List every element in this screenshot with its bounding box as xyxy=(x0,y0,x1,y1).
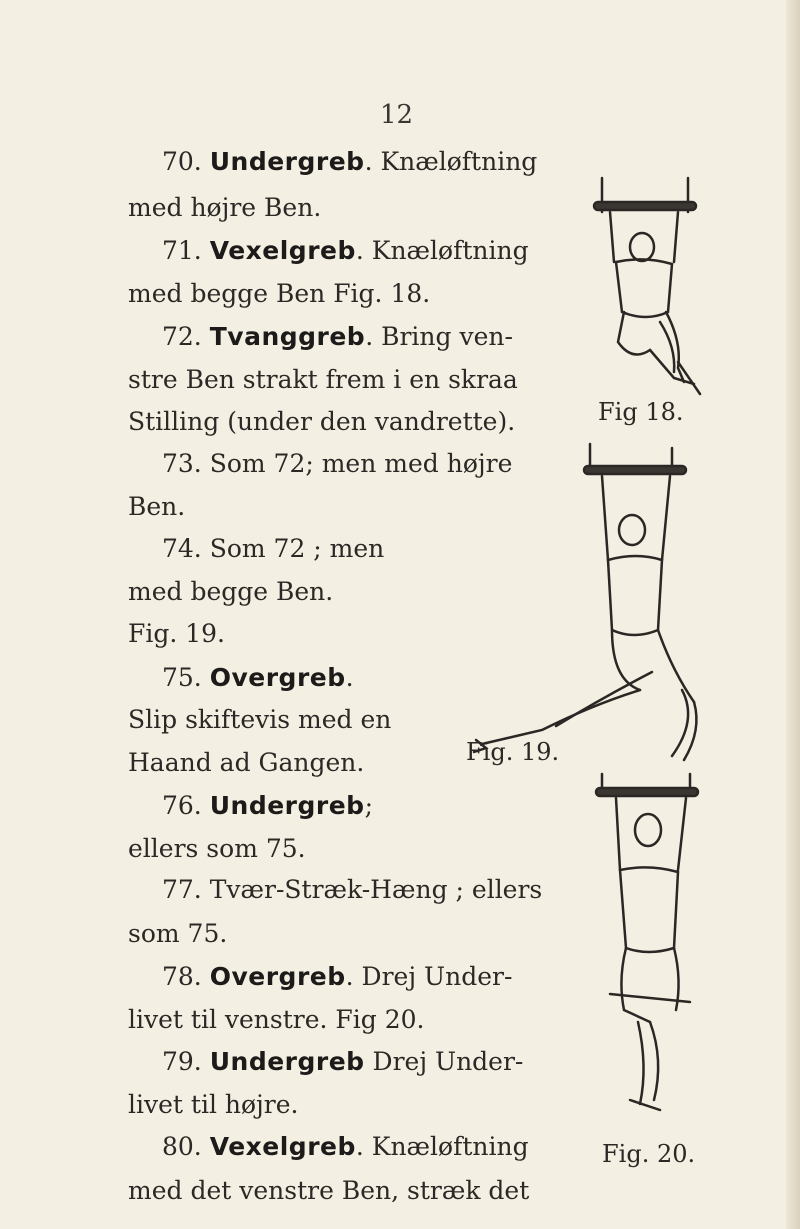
exercise-title: Undergreb xyxy=(209,791,365,820)
exercise-title: Overgreb xyxy=(209,663,346,692)
text-line xyxy=(162,447,512,481)
text-line xyxy=(162,960,512,994)
text-line xyxy=(162,789,373,823)
text-line xyxy=(162,1045,523,1079)
figure-18-label: Fig 18. xyxy=(598,398,684,426)
line-text: . Knæløftning xyxy=(355,236,529,265)
line-text: 73. Som 72; men med højre xyxy=(162,449,513,478)
text-line xyxy=(128,1174,529,1208)
text-line xyxy=(128,917,227,951)
line-text: Stilling (under den vandrette). xyxy=(128,407,516,436)
line-text: 74. Som 72 ; men xyxy=(162,534,385,563)
figure-19-label: Fig. 19. xyxy=(466,738,560,766)
figure-19-illustration xyxy=(462,440,727,780)
figure-20 xyxy=(590,770,710,1120)
line-text: 72. xyxy=(162,322,210,351)
text-line xyxy=(162,661,354,695)
text-line xyxy=(162,145,537,179)
text-line xyxy=(162,532,384,566)
exercise-title: Overgreb xyxy=(209,962,346,991)
exercise-title: Vexelgreb xyxy=(209,1132,356,1161)
line-text: . Knæløftning xyxy=(355,1132,529,1161)
text-line xyxy=(128,363,518,397)
line-text: Haand ad Gangen. xyxy=(128,748,365,777)
exercise-title: Tvanggreb xyxy=(209,322,366,351)
exercise-title: Undergreb xyxy=(209,1047,365,1076)
line-text: . xyxy=(345,663,354,692)
line-text: livet til højre. xyxy=(128,1090,299,1119)
page-edge xyxy=(786,0,800,1229)
figure-19 xyxy=(462,440,727,780)
text-line xyxy=(128,405,515,439)
line-text: 78. xyxy=(162,962,210,991)
line-text: med det venstre Ben, stræk det xyxy=(128,1176,530,1205)
exercise-title: Undergreb xyxy=(209,147,365,176)
line-text: 75. xyxy=(162,663,210,692)
text-line xyxy=(162,320,513,354)
exercise-title: Vexelgreb xyxy=(209,236,356,265)
text-line xyxy=(128,277,430,311)
page-number: 12 xyxy=(380,100,414,130)
line-text: 76. xyxy=(162,791,210,820)
line-text: med højre Ben. xyxy=(128,193,322,222)
text-line xyxy=(162,873,542,907)
line-text: 71. xyxy=(162,236,210,265)
text-line xyxy=(128,1003,424,1037)
text-line xyxy=(128,746,364,780)
line-text: . Knæløftning xyxy=(364,147,538,176)
line-text: ellers som 75. xyxy=(128,834,306,863)
line-text: 77. Tvær-Stræk-Hæng ; ellers xyxy=(162,875,543,904)
line-text: Slip skiftevis med en xyxy=(128,705,392,734)
figure-18-illustration xyxy=(590,172,710,402)
line-text: ; xyxy=(364,791,374,820)
text-line xyxy=(128,703,391,737)
text-line xyxy=(128,575,333,609)
text-line xyxy=(128,832,306,866)
line-text: stre Ben strakt frem i en skraa xyxy=(128,365,518,394)
line-text: livet til venstre. Fig 20. xyxy=(128,1005,425,1034)
text-line xyxy=(162,1130,529,1164)
line-text: med begge Ben. xyxy=(128,577,334,606)
text-line xyxy=(162,234,529,268)
figure-18 xyxy=(590,172,710,402)
line-text: 80. xyxy=(162,1132,210,1161)
line-text: 70. xyxy=(162,147,210,176)
text-line xyxy=(128,1088,298,1122)
text-line xyxy=(128,191,321,225)
text-line xyxy=(128,490,185,524)
figure-20-illustration xyxy=(590,770,710,1120)
line-text: . Drej Under- xyxy=(345,962,513,991)
line-text: som 75. xyxy=(128,919,228,948)
text-line xyxy=(128,617,225,651)
line-text: Ben. xyxy=(128,492,186,521)
line-text: med begge Ben Fig. 18. xyxy=(128,279,431,308)
line-text: 79. xyxy=(162,1047,210,1076)
line-text: . Bring ven- xyxy=(365,322,513,351)
figure-20-label: Fig. 20. xyxy=(602,1140,696,1168)
line-text: Fig. 19. xyxy=(128,619,225,648)
line-text: Drej Under- xyxy=(364,1047,524,1076)
